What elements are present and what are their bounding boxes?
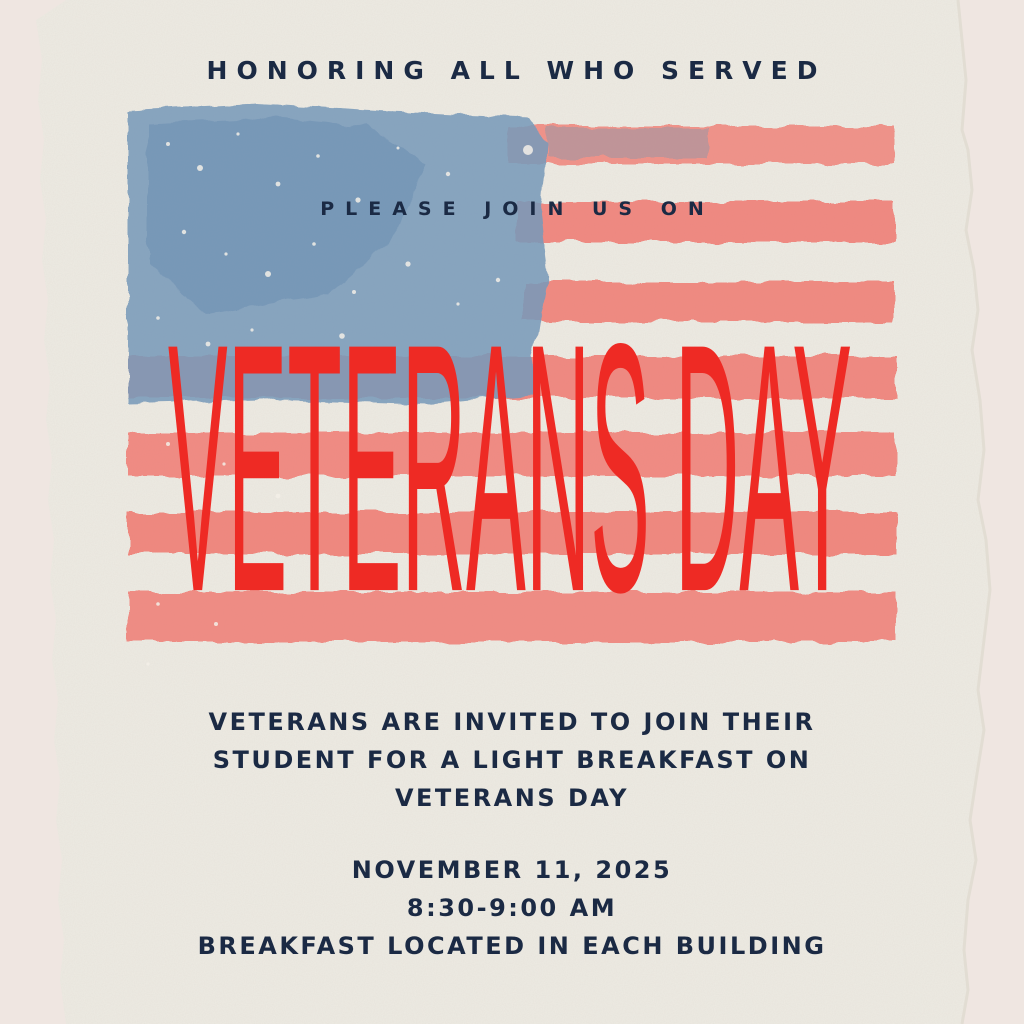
headline-text: VETERANS DAY — [167, 271, 852, 667]
headline — [160, 250, 860, 667]
invitation-body — [0, 703, 1024, 817]
invitation-line: VETERANS ARE INVITED TO JOIN THEIR — [208, 708, 816, 736]
tagline: HONORING ALL WHO SERVED — [206, 56, 827, 85]
event-details — [0, 851, 1024, 965]
event-location: BREAKFAST LOCATED IN EACH BUILDING — [197, 932, 827, 960]
invite-lead: PLEASE JOIN US ON — [320, 198, 715, 220]
invitation-line: STUDENT FOR A LIGHT BREAKFAST ON — [212, 746, 812, 774]
event-date: NOVEMBER 11, 2025 — [351, 856, 673, 884]
invitation-line: VETERANS DAY — [394, 784, 630, 812]
event-time: 8:30-9:00 AM — [406, 894, 618, 922]
